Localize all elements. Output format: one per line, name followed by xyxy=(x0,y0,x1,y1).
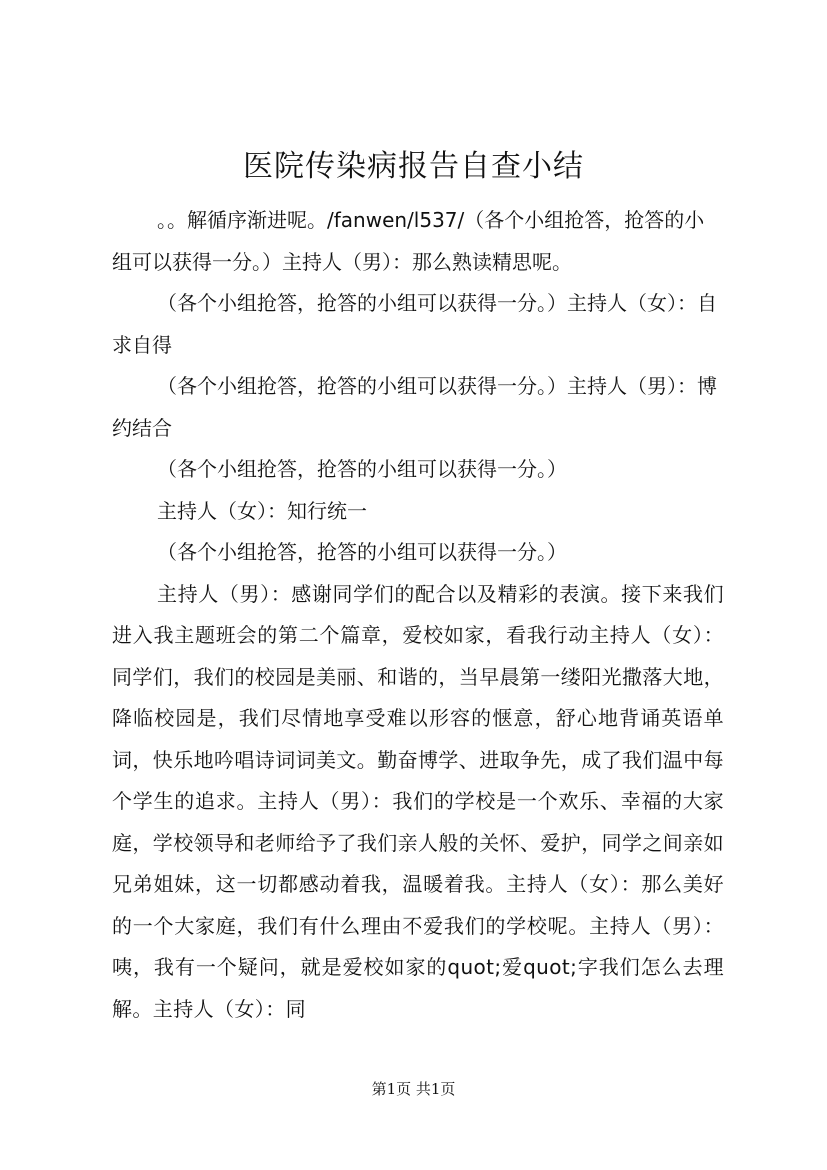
document-title: 医院传染病报告自查小结 xyxy=(243,149,584,184)
paragraph: （各个小组抢答，抢答的小组可以获得一分。） xyxy=(157,540,567,564)
paragraph: 主持人（女）：知行统一 xyxy=(157,498,367,523)
paragraph: （各个小组抢答，抢答的小组可以获得一分。）主持人（男）：博约结合 xyxy=(112,374,717,440)
paragraph: （各个小组抢答，抢答的小组可以获得一分。）主持人（女）：自求自得 xyxy=(112,291,717,357)
paragraph: 。。解循序渐进呢。/fanwen/l537/（各个小组抢答，抢答的小组可以获得一分。）主持人（男）：那么熟读精思呢。 xyxy=(112,208,705,274)
page-number-footer: 第1页 共1页 xyxy=(371,1080,456,1098)
document-body xyxy=(112,200,724,1030)
paragraph: （各个小组抢答，抢答的小组可以获得一分。） xyxy=(157,457,567,481)
paragraph: 主持人（男）：感谢同学们的配合以及精彩的表演。接下来我们进入我主题班会的第二个篇章，爱校如家，看我行动主持人（女）：同学们，我们的校园是美丽、和谐的，当早晨第一缕阳光撒落大地，降临校园是，我们尽情地享受难以形容的惬意，舒心地背诵英语单词，快乐地吟唱诗词词美文。勤奋博学、进取争先，成了我们温中每个学生的追求。主持人（男）：我们的学校是一个欢乐、幸福的大家庭，学校领导和老师给予了我们亲人般的关怀、爱护，同学之间亲如兄弟姐妹，这一切都感动着我，温暖着我。主持人（女）：那么美好的一个大家庭，我们有什么理由不爱我们的学校呢。主持人（男）：咦，我有一个疑问，就是爱校如家的quot;爱quot;字我们怎么去理解。主持人（女）：同 xyxy=(112,581,724,1021)
